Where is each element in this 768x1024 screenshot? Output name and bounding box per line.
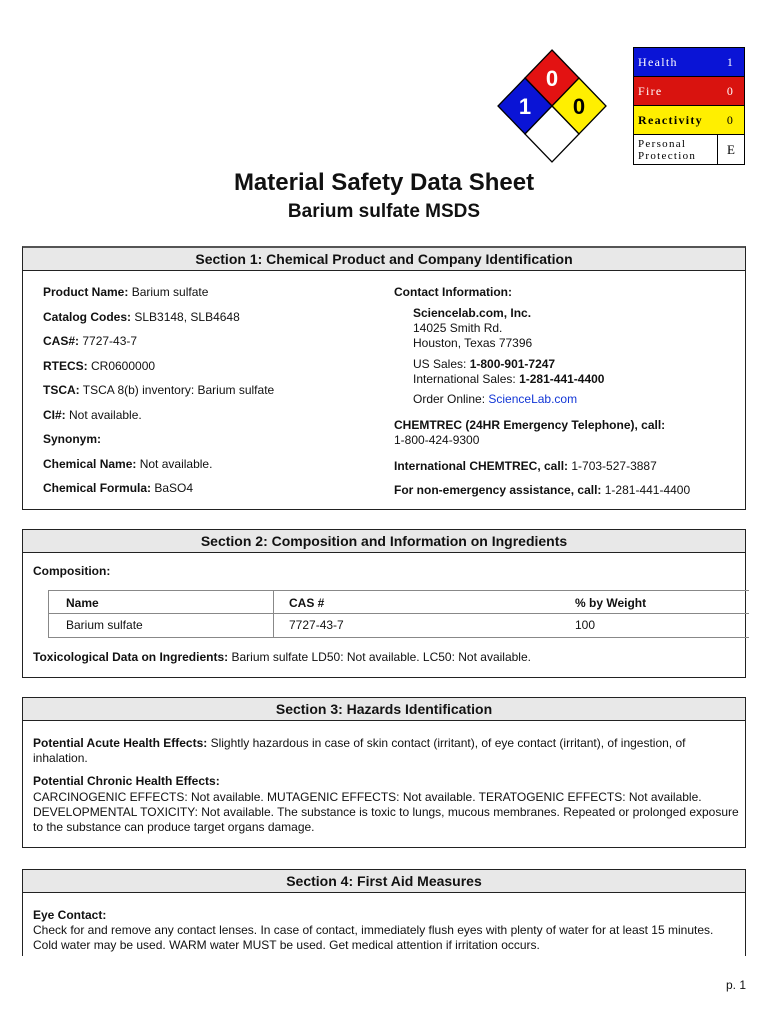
hazard-fire-label: Fire [638,83,663,98]
hazard-reactivity-label: Reactivity [638,112,703,127]
field-value: 7727-43-7 [79,334,138,348]
catalog-codes-field [43,310,383,335]
hazard-health-value: 1 [726,54,735,69]
hazard-health-label: Health [638,54,678,69]
synonym-field [43,432,383,457]
hazard-reactivity-row [634,106,744,135]
intl-chemtrec-label: International CHEMTREC, call: [394,459,569,473]
tsca-field [43,383,383,408]
hazard-fire-value: 0 [726,83,735,98]
company-name: Sciencelab.com, Inc. [413,306,532,320]
column-header-name: Name [66,596,99,610]
intl-sales [394,372,739,387]
tox-label: Toxicological Data on Ingredients: [33,650,229,664]
document-subtitle: Barium sulfate MSDS [287,201,481,222]
product-name-field [43,285,383,310]
hazard-ppe-value: E [717,135,744,164]
nonemergency [394,483,739,498]
eye-contact-value: Check for and remove any contact lenses. In case of contact, immediately flush eyes with plenty of water for at least 15 minutes. Cold water may be used. WARM water MUST be used. Get medical attention if irritation occurs. [33,923,714,952]
section-1 [22,246,746,510]
intl-chemtrec [394,459,739,474]
intl-chemtrec-number: 1-703-527-3887 [568,459,657,473]
acute-effects [33,736,733,766]
column-header-cas: CAS # [289,596,325,610]
field-value: Not available. [136,456,213,471]
hazard-ppe-row [634,135,744,164]
chemtrec-label: CHEMTREC (24HR Emergency Telephone), call: [394,418,666,432]
field-label: CAS#: [43,334,80,348]
order-online [394,392,739,407]
table-divider [273,591,274,637]
us-sales [394,357,739,372]
eye-contact-label: Eye Contact: [33,908,107,922]
field-value: Not available. [65,407,142,422]
field-label: RTECS: [43,358,88,373]
nfpa-diamond-icon [497,48,607,165]
section-2-heading: Section 2: Composition and Information on Ingredients [23,530,745,553]
acute-label: Potential Acute Health Effects: [33,736,208,750]
nonemergency-label: For non-emergency assistance, call: [394,483,602,497]
field-value: Barium sulfate [128,285,209,299]
field-value: SLB3148, SLB4648 [131,309,240,324]
address-line-1: 14025 Smith Rd. [413,321,503,335]
table-cell-name: Barium sulfate [66,618,143,632]
page-number: p. 1 [725,978,746,992]
section-4-heading: Section 4: First Aid Measures [23,870,745,893]
field-label: TSCA: [43,383,80,397]
contact-info [394,285,739,498]
field-label: Synonym: [43,432,102,446]
chronic-label: Potential Chronic Health Effects: [33,774,220,788]
field-label: Chemical Formula: [43,481,152,495]
hazard-reactivity-value: 0 [726,112,735,127]
section-3 [22,697,746,848]
rtecs-field [43,359,383,384]
chemtrec-number: 1-800-424-9300 [394,433,480,447]
field-label: Catalog Codes: [43,309,132,324]
toxicological-data [33,650,531,665]
us-sales-number: 1-800-901-7247 [469,357,556,371]
product-info-list [43,285,383,506]
hazard-ppe-label-line1: Personal [638,137,687,150]
page-cut-overlay [0,956,768,1024]
table-divider [49,613,749,614]
chemical-name-field [43,457,383,482]
document-title: Material Safety Data Sheet [233,169,535,196]
column-header-weight: % by Weight [575,596,647,610]
table-cell-weight: 100 [575,618,596,632]
intl-sales-label: International Sales: [413,372,520,386]
nonemergency-number: 1-281-441-4400 [601,483,691,497]
table-cell-cas: 7727-43-7 [289,618,344,632]
nfpa-reactivity: 0 [572,94,586,119]
hazard-health-row [634,48,744,77]
field-label: Product Name: [43,285,129,299]
us-sales-label: US Sales: [413,357,470,371]
hazard-ppe-label-line2: Protection [638,149,697,162]
field-value: CR0600000 [87,358,156,373]
composition-label: Composition: [33,564,111,578]
hazard-ppe-label [638,135,696,164]
contact-label: Contact Information: [394,285,512,299]
tox-value: Barium sulfate LD50: Not available. LC50: Not available. [228,650,531,664]
order-online-label: Order Online: [413,392,489,406]
field-label: Chemical Name: [43,456,137,471]
ci-field [43,408,383,433]
address-line-2: Houston, Texas 77396 [413,336,533,350]
section-3-heading: Section 3: Hazards Identification [23,698,745,721]
order-online-link[interactable]: ScienceLab.com [488,392,578,406]
field-value: TSCA 8(b) inventory: Barium sulfate [79,383,275,397]
chronic-value: CARCINOGENIC EFFECTS: Not available. MUTAGENIC EFFECTS: Not available. TERATOGENIC EFFECTS: Not available. DEVELOPMENTAL TOXICITY: Not available. The substance is toxic to lungs, mucous membranes. Repeated or prolonged exposure to the substance can produce target organs damage. [33,790,739,834]
hazard-rating-table [633,47,745,165]
nfpa-health: 1 [518,94,532,119]
field-value: BaSO4 [151,481,194,495]
cas-field [43,334,383,359]
nfpa-flammability: 0 [545,66,559,91]
field-label: CI#: [43,407,66,422]
section-1-heading: Section 1: Chemical Product and Company Identification [23,248,745,271]
section-2 [22,529,746,678]
intl-sales-number: 1-281-441-4400 [519,372,605,386]
composition-table [48,590,749,638]
acute-value: Slightly hazardous in case of skin contact (irritant), of eye contact (irritant), of ingestion, of inhalation. [33,736,686,765]
chemical-formula-field [43,481,383,506]
hazard-fire-row [634,77,744,106]
